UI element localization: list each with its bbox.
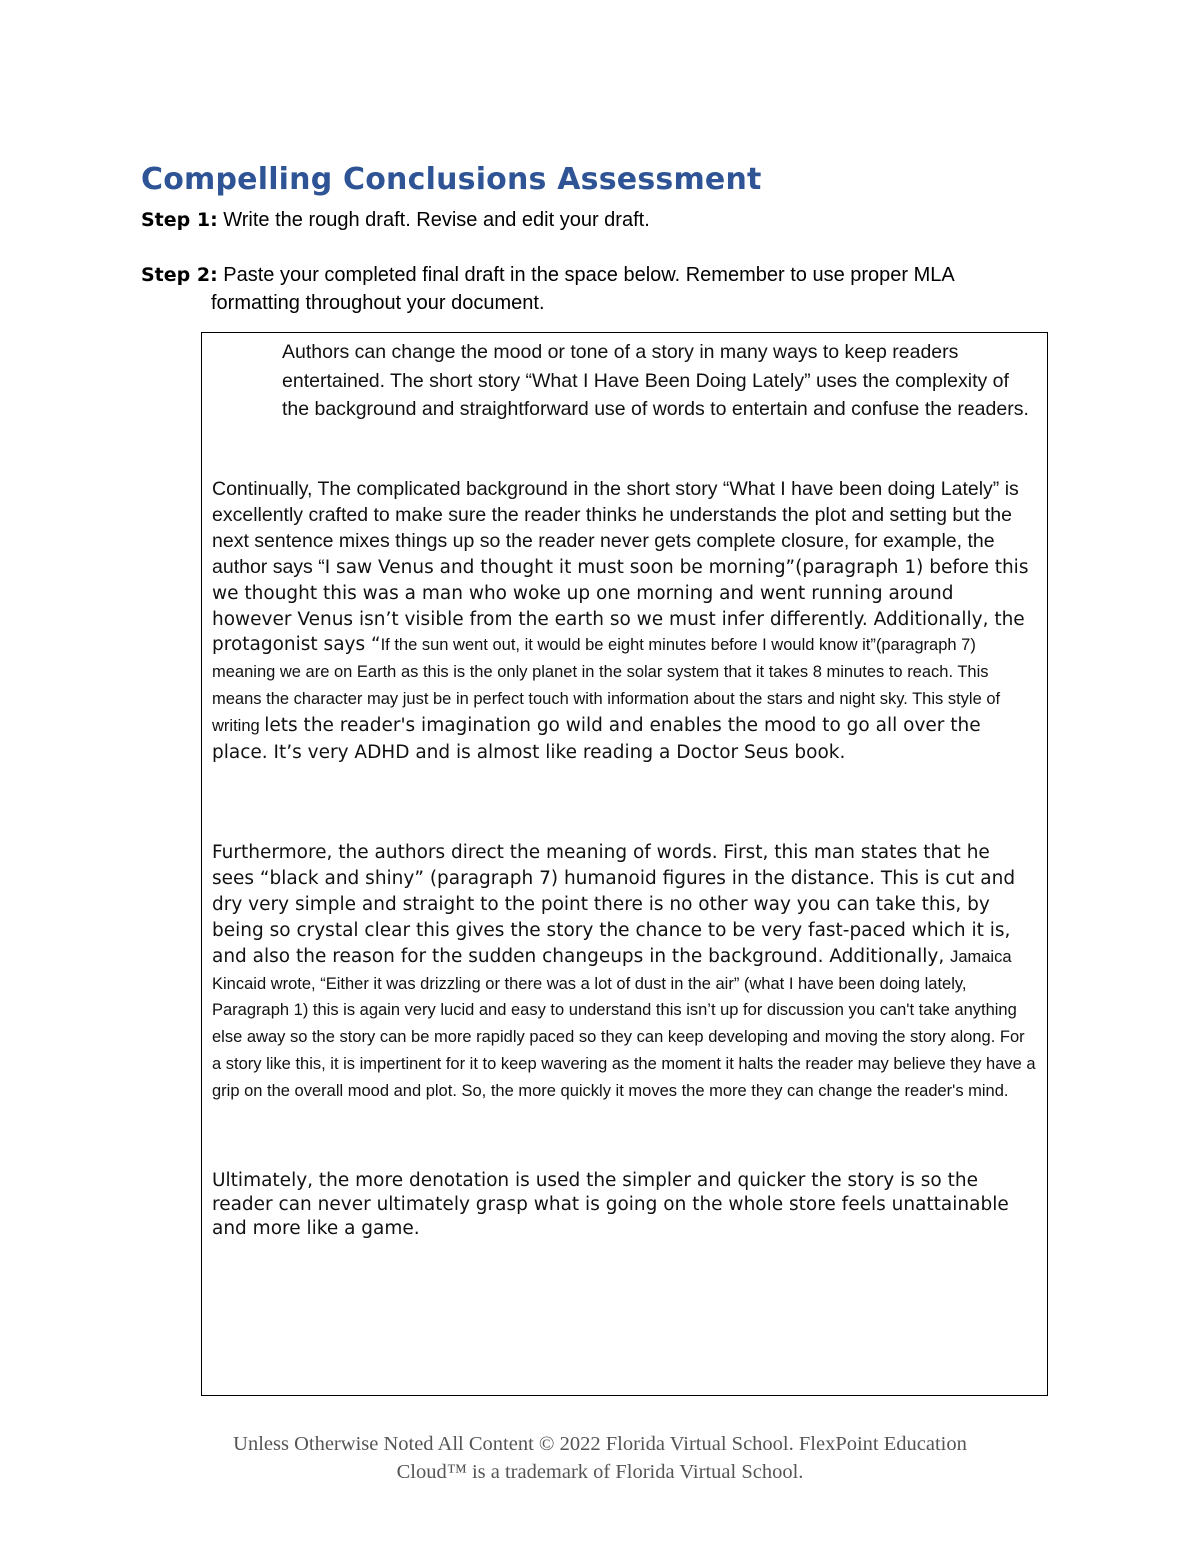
step-2-instruction — [141, 261, 1041, 317]
step-1-label: Step 1: — [141, 209, 218, 231]
essay-intro-paragraph: Authors can change the mood or tone of a story in many ways to keep readers entertained. The short story “What I Have Been Doing Lately” uses the complexity of the background and straightforward use of words to entertain and confuse the readers. — [282, 341, 1029, 420]
body2-segment-b: Jamaica Kincaid wrote, “Either it was drizzling or there was a lot of dust in the air” (what I have been doing lately, Paragraph 1) this is again very lucid and easy to understand this isn’t up for discussion you can't take anything else away so the story can be more rapidly paced so they can keep developing and moving the story along. For a story like this, it is impertinent for it to keep wavering as the moment it halts the reader may believe they have a grip on the overall mood and plot. So, the more quickly it moves the more they can change the reader's mind. — [212, 947, 1036, 1101]
footer-line-1: Unless Otherwise Noted All Content © 2022 Florida Virtual School. FlexPoint Education — [233, 1433, 967, 1455]
step-1-instruction — [141, 206, 650, 234]
essay-text-box[interactable] — [201, 332, 1048, 1396]
body1-segment-a: Continually, The complicated background in the short story “What I have been doing Lately” is excellently crafted to make sure the reader thinks he understands the plot and setting but the next sentence mixes things up so the reader never gets complete closure, for example, the author says “ — [212, 478, 1019, 578]
footer-line-2: Cloud™ is a trademark of Florida Virtual School. — [396, 1461, 804, 1483]
step-1-text: Write the rough draft. Revise and edit your draft. — [217, 209, 650, 231]
body1-segment-c: If the sun went out, it would be eight minutes before I would know it”(paragraph 7) meaning we are on Earth as this is the only planet in the solar system that it takes 8 minutes to reach. This means the character may just be in perfect touch with information about the stars and night sky. This style of writing — [212, 636, 1001, 736]
body1-segment-d: lets the reader's imagination go wild and enables the mood to go all over the place. It’s very ADHD and is almost like reading a Doctor Seus book. — [212, 715, 981, 764]
step-2-continuation: formatting throughout your document. — [211, 292, 545, 314]
essay-body-paragraph-2 — [212, 840, 1037, 1105]
essay-conclusion-paragraph: Ultimately, the more denotation is used the simpler and quicker the story is so the reader can never ultimately grasp what is going on the whole store feels unattainable and more like a game. — [212, 1170, 1009, 1240]
step-2-text: Paste your completed final draft in the space below. Remember to use proper MLA — [217, 264, 955, 286]
essay-body-paragraph-1 — [212, 477, 1037, 766]
document-title: Compelling Conclusions Assessment — [141, 162, 762, 197]
body2-segment-a: Furthermore, the authors direct the meaning of words. First, this man states that he sees “black and shiny” (paragraph 7) humanoid figures in the distance. This is cut and dry very simple and straight to the point there is no other way you can take this, by being so crystal clear this gives the story the chance to be very fast-paced which it is, and also the reason for the sudden changeups in the background. Additionally, — [212, 842, 1016, 967]
copyright-footer — [0, 1430, 1200, 1486]
body1-segment-b: I saw Venus and thought it must soon be morning”(paragraph 1) before this we thought this was a man who woke up one morning and went running around however Venus isn’t visible from the earth so we must infer differently. Additionally, the protagonist says “ — [212, 556, 1029, 656]
step-2-label: Step 2: — [141, 264, 218, 286]
